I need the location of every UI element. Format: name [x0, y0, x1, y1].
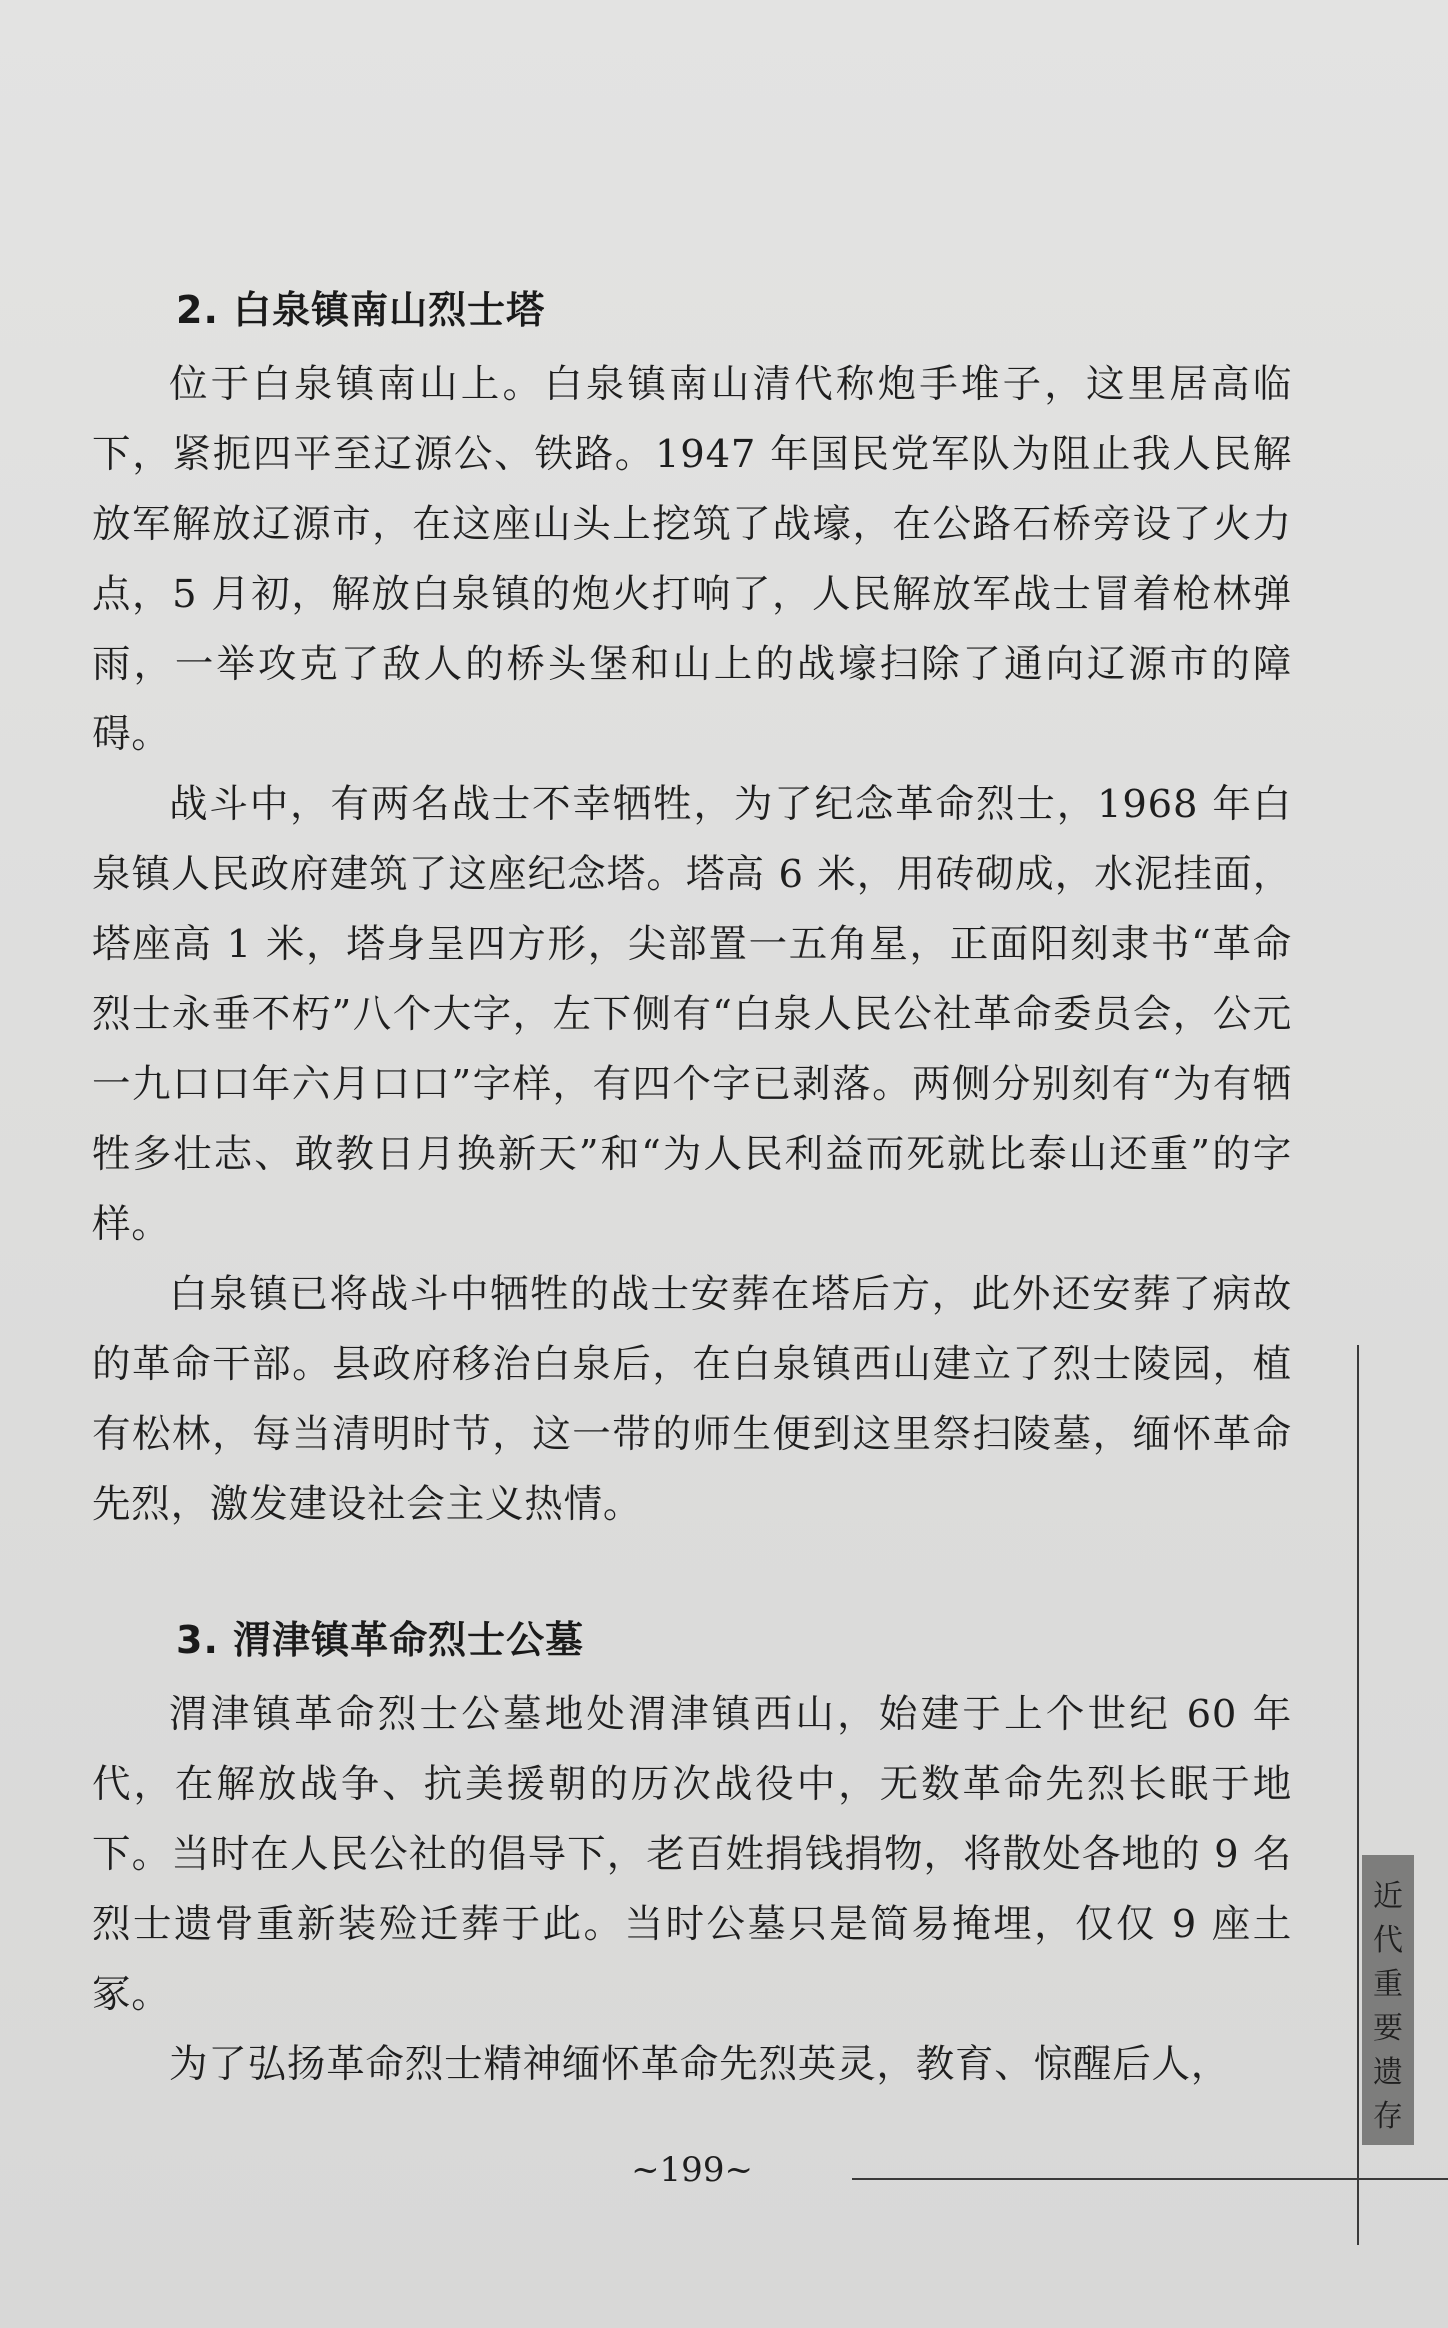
section-title: 3. 渭津镇革命烈士公墓 [176, 1618, 585, 1662]
margin-rule [1357, 1345, 1359, 2245]
section-weijin-cemetery [92, 1600, 1292, 2100]
side-tab-char: 近 [1373, 1879, 1403, 1914]
paragraph: 渭津镇革命烈士公墓地处渭津镇西山，始建于上个世纪 60 年代，在解放战争、抗美援朝的历次战役中，无数革命先烈长眠于地下。当时在人民公社的倡导下，老百姓捐钱捐物，将散处各地的 9 名烈士遗骨重新装殓迁葬于此。当时公墓只是简易掩埋，仅仅 9 座土冢。 [92, 1692, 1292, 2017]
side-tab-char: 重 [1373, 1967, 1403, 2002]
paragraph: 战斗中，有两名战士不幸牺牲，为了纪念革命烈士，1968 年白泉镇人民政府建筑了这座纪念塔。塔高 6 米，用砖砌成，水泥挂面，塔座高 1 米，塔身呈四方形，尖部置一五角星，正面阳刻隶书“革命烈士永垂不朽”八个大字，左下侧有“白泉人民公社革命委员会，公元一九口口年六月口口”字样，有四个字已剥落。两侧分别刻有“为有牺牲多壮志、敢教日月换新天”和“为人民利益而死就比泰山还重”的字样。 [92, 782, 1292, 1247]
page-number: ~199~ [631, 2150, 753, 2190]
paragraph: 为了弘扬革命烈士精神缅怀革命先烈英灵，教育、惊醒后人， [169, 2042, 1231, 2087]
page-content [92, 270, 1292, 2100]
section-baiquan-tower [92, 270, 1292, 1540]
chapter-side-tab [1362, 1855, 1414, 2145]
side-tab-char: 代 [1373, 1923, 1403, 1958]
side-tab-char: 要 [1373, 2011, 1403, 2046]
section-title: 2. 白泉镇南山烈士塔 [176, 288, 546, 332]
paragraph: 位于白泉镇南山上。白泉镇南山清代称炮手堆子，这里居高临下，紧扼四平至辽源公、铁路。1947 年国民党军队为阻止我人民解放军解放辽源市，在这座山头上挖筑了战壕，在公路石桥旁设了火力点，5 月初，解放白泉镇的炮火打响了，人民解放军战士冒着枪林弹雨，一举攻克了敌人的桥头堡和山上的战壕扫除了通向辽源市的障碍。 [92, 362, 1292, 757]
paragraph: 白泉镇已将战斗中牺牲的战士安葬在塔后方，此外还安葬了病故的革命干部。县政府移治白泉后，在白泉镇西山建立了烈士陵园，植有松林，每当清明时节，这一带的师生便到这里祭扫陵墓，缅怀革命先烈，激发建设社会主义热情。 [92, 1272, 1292, 1527]
side-tab-char: 遗 [1373, 2055, 1403, 2090]
footer-rule [852, 2178, 1448, 2180]
side-tab-char: 存 [1373, 2099, 1403, 2134]
